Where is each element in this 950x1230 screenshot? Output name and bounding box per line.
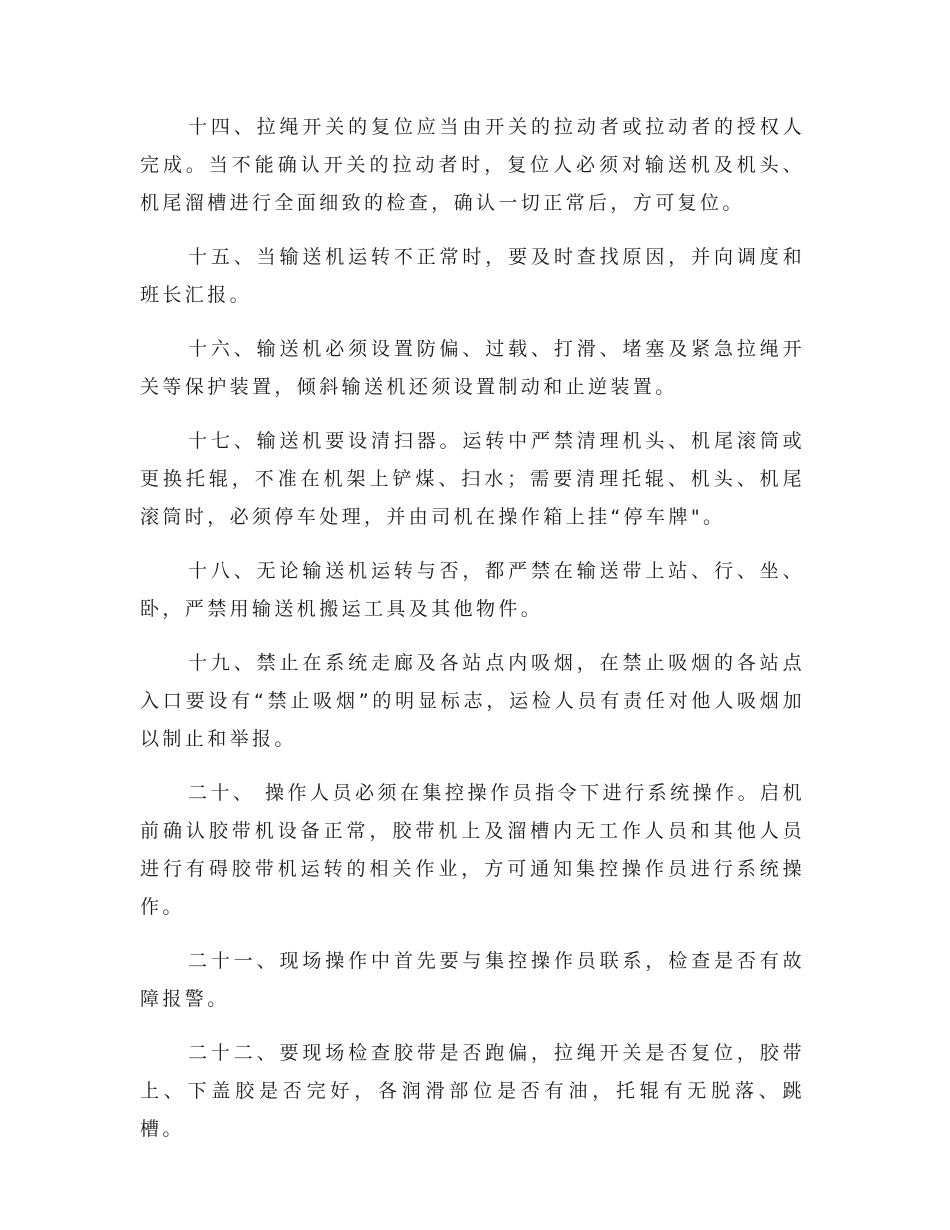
paragraph-15: 十五、当输送机运转不正常时，要及时查找原因，并向调度和班长汇报。 bbox=[140, 246, 805, 306]
paragraph-20: 二十、 操作人员必须在集控操作员指令下进行系统操作。启机前确认胶带机设备正常，胶带机上及溜槽内无工作人员和其他人员进行有碍胶带机运转的相关作业，方可通知集控操作员进行系统操作。 bbox=[140, 782, 805, 918]
document-body bbox=[140, 108, 805, 1164]
paragraph-21: 二十一、现场操作中首先要与集控操作员联系，检查是否有故障报警。 bbox=[140, 950, 805, 1010]
paragraph-16: 十六、输送机必须设置防偏、过载、打滑、堵塞及紧急拉绳开关等保护装置，倾斜输送机还须设置制动和止逆装置。 bbox=[140, 338, 805, 398]
paragraph-17: 十七、输送机要设清扫器。运转中严禁清理机头、机尾滚筒或更换托辊，不准在机架上铲煤、扫水；需要清理托辊、机头、机尾滚筒时，必须停车处理，并由司机在操作箱上挂“停车牌"。 bbox=[140, 430, 805, 528]
paragraph-18: 十八、无论输送机运转与否，都严禁在输送带上站、行、坐、卧，严禁用输送机搬运工具及其他物件。 bbox=[140, 560, 805, 620]
paragraph-14: 十四、拉绳开关的复位应当由开关的拉动者或拉动者的授权人完成。当不能确认开关的拉动者时，复位人必须对输送机及机头、机尾溜槽进行全面细致的检查，确认一切正常后，方可复位。 bbox=[140, 116, 805, 214]
paragraph-22: 二十二、要现场检查胶带是否跑偏，拉绳开关是否复位，胶带上、下盖胶是否完好，各润滑部位是否有油，托辊有无脱落、跳槽。 bbox=[140, 1042, 805, 1140]
paragraph-19: 十九、禁止在系统走廊及各站点内吸烟，在禁止吸烟的各站点入口要设有“禁止吸烟”的明显标志，运检人员有责任对他人吸烟加以制止和举报。 bbox=[140, 652, 805, 750]
